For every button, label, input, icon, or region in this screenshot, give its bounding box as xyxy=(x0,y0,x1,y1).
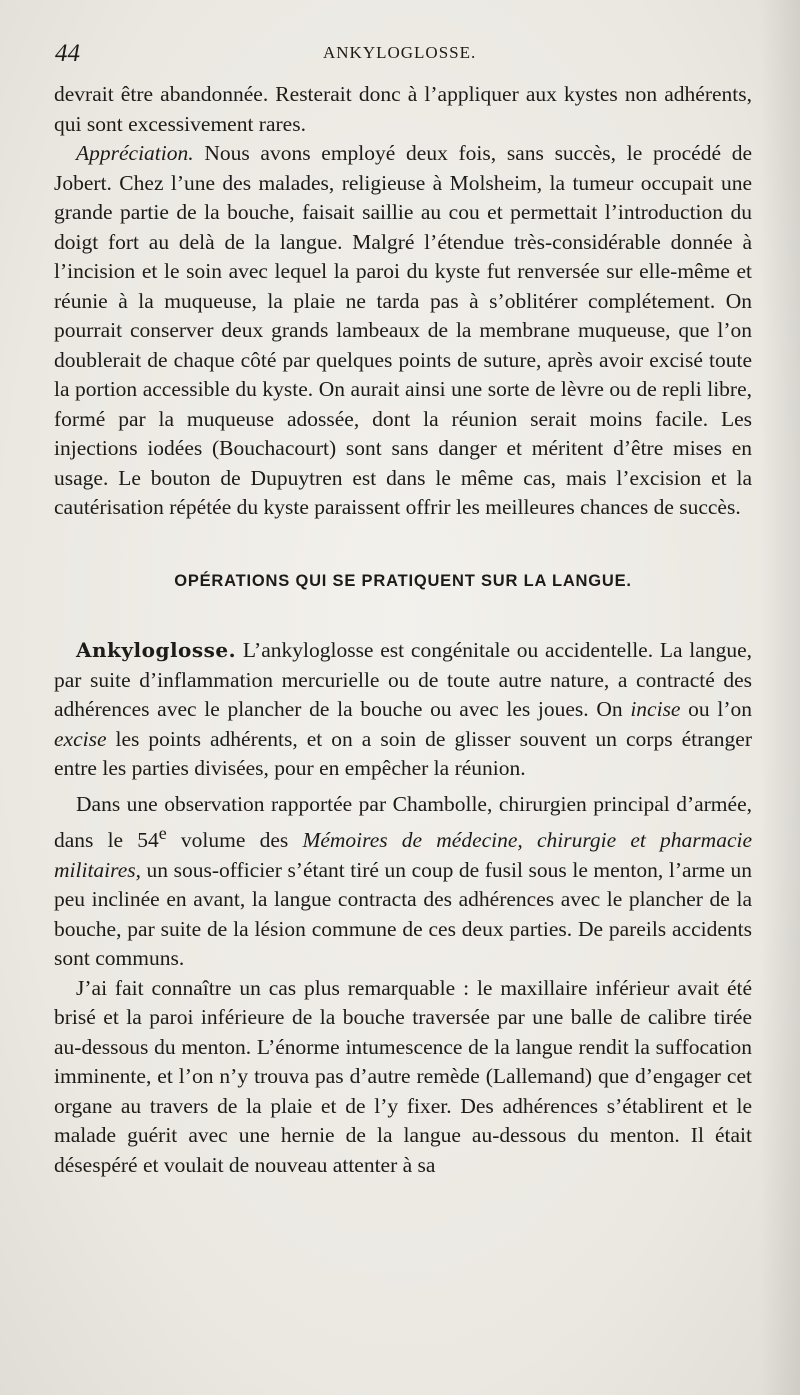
emphasis-run: incise xyxy=(630,697,681,721)
appreciation-text: Nous avons employé deux fois, sans succès, le procédé de Jobert. Chez l’une des malades, religieuse à Molsheim, la tumeur occupait une grande partie de la bouche, faisait saillie au cou et permettait l’introduction du doigt fort au delà de la langue. Malgré l’étendue très-considérable donnée à l’incision et le soin avec lequel la paroi du kyste fut renversée sur elle-même et réunie à la muqueuse, la plaie ne tarda pas à s’oblitérer complétement. On pourrait conserver deux grands lambeaux de la membrane muqueuse, que l’on doublerait de chaque côté par quelques points de suture, après avoir excisé toute la portion accessible du kyste. On aurait ainsi une sorte de lèvre ou de repli libre, formé par la muqueuse adossée, dont la réunion serait moins facile. Les injections iodées (Bouchacourt) sont sans danger et méritent d’être mises en usage. Le bouton de Dupuytren est dans le même cas, mais l’excision et la cautérisation répétée du kyste paraissent offrir les meilleures chances de succès. xyxy=(54,141,752,519)
text-run: , un sous-officier s’étant tiré un coup de fusil sous le menton, l’arme un peu inclinée en avant, la langue contracta des adhérences avec le plancher de la bouche, par suite de la lésion commune de ces deux parties. De pareils accidents sont communs. xyxy=(54,857,752,971)
ankyloglosse-rubric: Ankyloglosse. xyxy=(76,638,237,662)
page-header xyxy=(55,40,752,70)
journal-title: Mémoires de médecine, chirurgie et pharmacie militaires xyxy=(54,828,753,882)
text-run: les points adhérents, et on a soin de glisser souvent un corps étranger entre les parties divisées, pour en empêcher la réunion. xyxy=(54,726,753,780)
paragraph-case: J’ai fait connaître un cas plus remarquable : le maxillaire inférieur avait été brisé et la paroi inférieure de la bouche traversée par une balle de calibre tirée au-dessous du menton. L’énorme intumescence de la langue rendit la suffocation imminente, et l’on n’y trouva pas d’autre remède (Lallemand) que d’engager cet organe au travers de la plaie et de l’y fixer. Des adhérences s’établirent et le malade guérit avec une hernie de la langue au-dessous du menton. Il était désespéré et voulait de nouveau attenter à sa xyxy=(54,975,752,1177)
page-number: 44 xyxy=(55,40,80,67)
paragraph-appreciation xyxy=(54,139,752,523)
section-heading: OPÉRATIONS QUI SE PRATIQUENT SUR LA LANGUE. xyxy=(174,571,632,590)
text-run: L’ankyloglosse est congénitale ou accidentelle. La langue, par suite d’inflammation mercurielle ou de toute autre nature, a contracté des adhérences avec le plancher de la bouche ou avec les joues. On xyxy=(54,638,752,721)
emphasis-run: excise xyxy=(54,726,107,751)
page-edge-shadow xyxy=(760,0,800,1395)
paragraph-continuation: devrait être abandonnée. Resterait donc à l’appliquer aux kystes non adhérents, qui sont excessivement rares. xyxy=(54,82,752,136)
text-run: Dans une observation rapportée par Chambolle, chirurgien principal d’armée, dans le 54 xyxy=(54,791,752,853)
paragraph-chambolle xyxy=(54,790,752,974)
appreciation-label: Appréciation. xyxy=(76,141,194,165)
body-text xyxy=(54,80,752,1180)
text-run: ou l’on xyxy=(688,697,752,721)
paragraph-ankyloglosse xyxy=(54,636,752,784)
running-head: ANKYLOGLOSSE. xyxy=(323,43,477,62)
superscript: e xyxy=(158,823,167,843)
text-run: volume des xyxy=(180,828,289,853)
